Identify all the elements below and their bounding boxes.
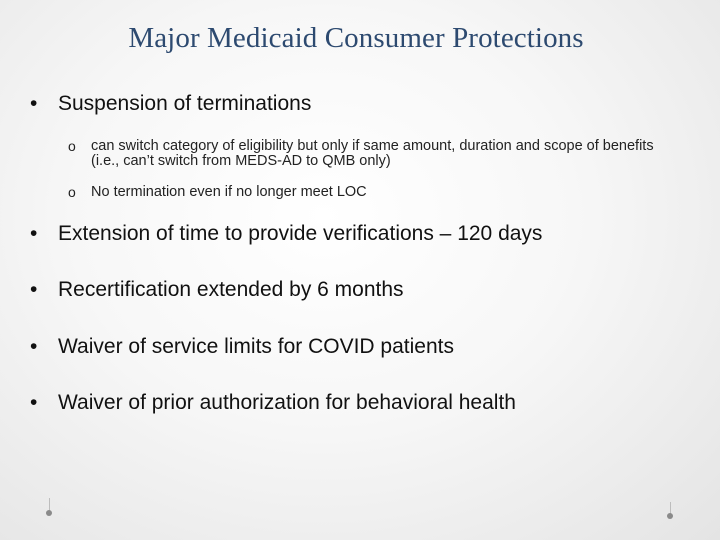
sub-bullet-text: No termination even if no longer meet LOC <box>91 184 367 200</box>
bullet-marker: • <box>30 222 38 245</box>
bullet-marker: • <box>30 335 38 358</box>
bullet-item <box>30 222 542 246</box>
bullet-marker: • <box>30 92 38 115</box>
bullet-item <box>30 278 404 302</box>
sub-bullet-text: can switch category of eligibility but only if same amount, duration and scope of benefits (i.e., can’t switch from MEDS-AD to QMB only) <box>91 138 654 169</box>
sub-bullet-marker: o <box>68 184 76 200</box>
bullet-item <box>30 391 516 415</box>
bullet-item <box>30 335 454 359</box>
decorative-pin-icon <box>667 513 673 519</box>
bullet-marker: • <box>30 391 38 414</box>
bullet-item <box>30 92 311 116</box>
bullet-text: Recertification extended by 6 months <box>58 278 404 301</box>
sub-bullet-item <box>68 185 668 200</box>
bullet-text: Suspension of terminations <box>58 92 312 115</box>
bullet-marker: • <box>30 278 38 301</box>
bullet-text: Waiver of service limits for COVID patients <box>58 335 454 358</box>
decorative-pin-icon <box>46 510 52 516</box>
slide-title: Major Medicaid Consumer Protections <box>128 22 584 54</box>
bullet-text: Extension of time to provide verifications – 120 days <box>58 222 543 245</box>
sub-bullet-item <box>68 139 668 169</box>
sub-bullet-marker: o <box>68 138 76 154</box>
bullet-text: Waiver of prior authorization for behavioral health <box>58 391 516 414</box>
